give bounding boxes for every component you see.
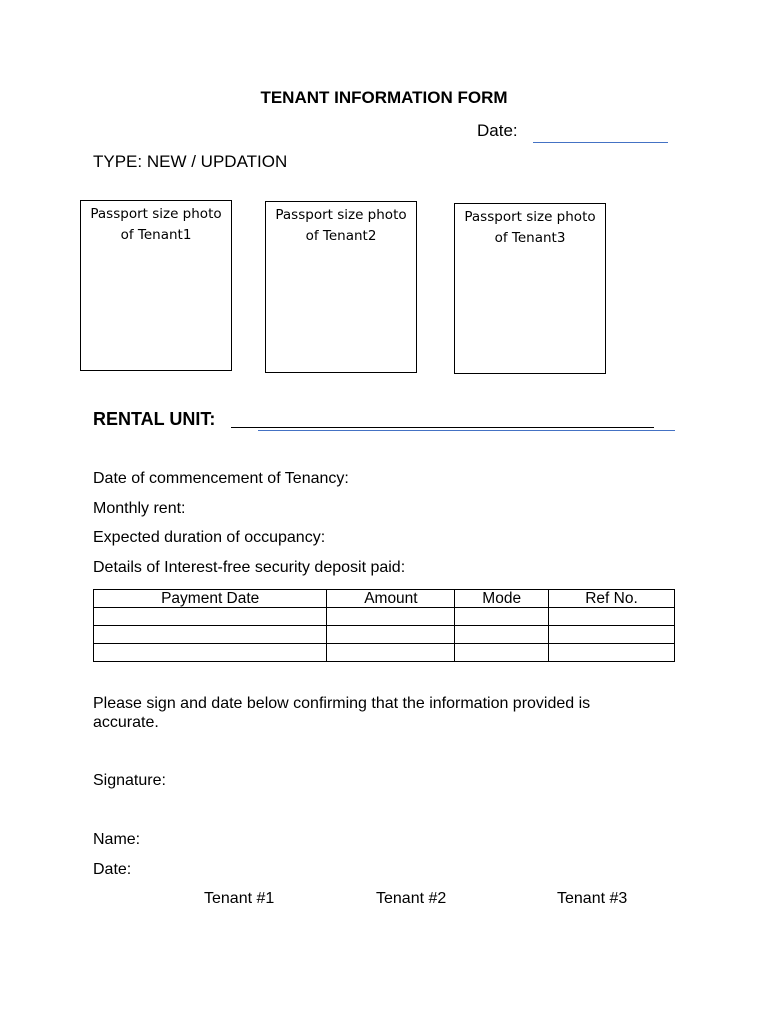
date-field-line[interactable]	[533, 142, 668, 143]
photo-box-label-line1: Passport size photo	[90, 206, 222, 222]
table-row	[94, 644, 675, 662]
table-cell[interactable]	[94, 626, 327, 644]
table-cell[interactable]	[548, 644, 674, 662]
photo-box-label-line2: of Tenant3	[494, 230, 566, 246]
table-cell[interactable]	[327, 626, 455, 644]
name-label: Name:	[93, 831, 141, 848]
photo-box-tenant2	[265, 201, 417, 373]
header-mode: Mode	[455, 590, 549, 608]
table-row	[94, 626, 675, 644]
table-header-row	[94, 590, 675, 608]
deposit-table	[93, 589, 675, 662]
type-line: TYPE: NEW / UPDATION	[93, 152, 288, 171]
photo-box-label-line1: Passport size photo	[464, 209, 596, 225]
header-amount: Amount	[327, 590, 455, 608]
confirmation-text: Please sign and date below confirming that the information provided is accurate.	[93, 695, 591, 731]
photo-box-tenant3	[454, 203, 606, 374]
table-cell[interactable]	[455, 644, 549, 662]
header-payment-date: Payment Date	[94, 590, 327, 608]
table-cell[interactable]	[327, 608, 455, 626]
duration-field-label: Expected duration of occupancy:	[93, 529, 326, 546]
tenant3-label: Tenant #3	[557, 890, 628, 907]
rental-unit-underline-accent	[258, 430, 675, 431]
photo-box-tenant1	[80, 200, 232, 371]
signature-label: Signature:	[93, 772, 166, 789]
table-cell[interactable]	[327, 644, 455, 662]
header-ref-no: Ref No.	[548, 590, 674, 608]
tenant1-label: Tenant #1	[204, 890, 275, 907]
table-cell[interactable]	[548, 608, 674, 626]
commencement-field-label: Date of commencement of Tenancy:	[93, 470, 349, 487]
table-cell[interactable]	[455, 626, 549, 644]
monthly-rent-field-label: Monthly rent:	[93, 500, 186, 517]
photo-box-label-line2: of Tenant1	[120, 227, 192, 243]
form-title: TENANT INFORMATION FORM	[260, 88, 508, 107]
date-label: Date:	[477, 121, 518, 140]
rental-unit-label: RENTAL UNIT:	[93, 409, 216, 429]
photo-box-label-line2: of Tenant2	[305, 228, 377, 244]
sign-date-label: Date:	[93, 861, 132, 878]
photo-box-label-line1: Passport size photo	[275, 207, 407, 223]
table-cell[interactable]	[548, 626, 674, 644]
rental-unit-line[interactable]	[231, 427, 654, 428]
table-cell[interactable]	[455, 608, 549, 626]
deposit-field-label: Details of Interest-free security deposit paid:	[93, 559, 406, 576]
table-cell[interactable]	[94, 644, 327, 662]
table-row	[94, 608, 675, 626]
table-cell[interactable]	[94, 608, 327, 626]
tenant2-label: Tenant #2	[376, 890, 447, 907]
